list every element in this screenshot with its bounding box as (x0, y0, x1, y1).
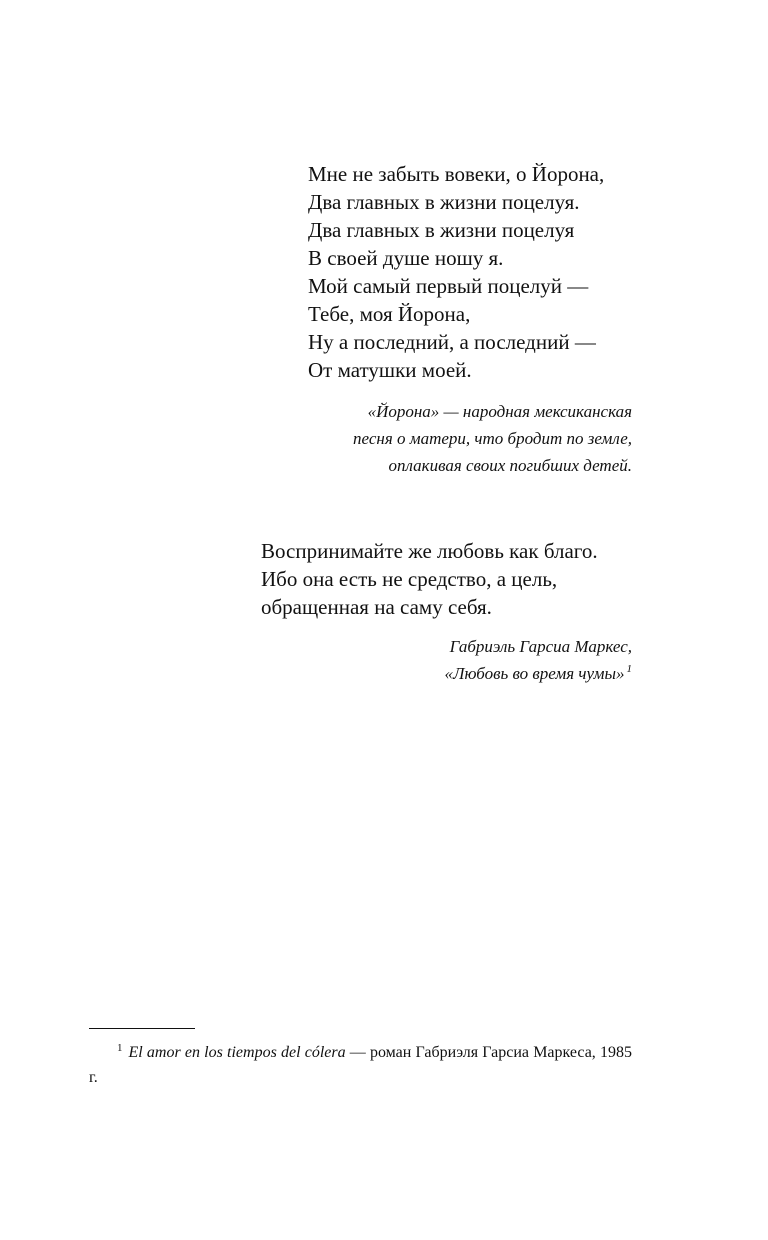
footnote-text: — роман Габриэля Гарсиа Маркеса, 1985 г. (89, 1044, 632, 1086)
quote-line: Воспринимайте же любовь как благо. (261, 539, 598, 563)
poem-line: Мой самый первый поцелуй — (308, 274, 589, 298)
poem-line: От матушки моей. (308, 358, 472, 382)
footnote-divider (89, 1028, 195, 1029)
epigraph-quote (261, 537, 598, 621)
quote-work: «Любовь во время чумы» (444, 664, 625, 683)
footnote-reference-mark[interactable]: 1 (626, 663, 632, 676)
poem-line: Ну а последний, а последний — (308, 330, 596, 354)
quote-author: Габриэль Гарсиа Маркес, (449, 637, 632, 656)
footnote-title: El amor en los tiempos del cólera (128, 1044, 346, 1061)
poem-source-note (212, 398, 632, 479)
poem-line: Мне не забыть вовеки, о Йорона, (308, 162, 605, 186)
quote-work-line (232, 660, 632, 687)
quote-line: обращенная на саму себя. (261, 595, 492, 619)
epigraph-poem (308, 160, 604, 384)
quote-line: Ибо она есть не средство, а цель, (261, 567, 558, 591)
quote-attribution (232, 633, 632, 687)
footnote-number: 1 (117, 1041, 123, 1054)
footnote (89, 1040, 632, 1090)
poem-line: Два главных в жизни поцелуя (308, 218, 575, 242)
poem-note-line: песня о матери, что бродит по земле, (353, 429, 632, 448)
poem-line: Два главных в жизни поцелуя. (308, 190, 580, 214)
poem-line: Тебе, моя Йорона, (308, 302, 471, 326)
poem-note-line: оплакивая своих погибших детей. (388, 456, 632, 475)
poem-line: В своей душе ношу я. (308, 246, 504, 270)
poem-note-line: «Йорона» — народная мексиканская (367, 402, 632, 421)
